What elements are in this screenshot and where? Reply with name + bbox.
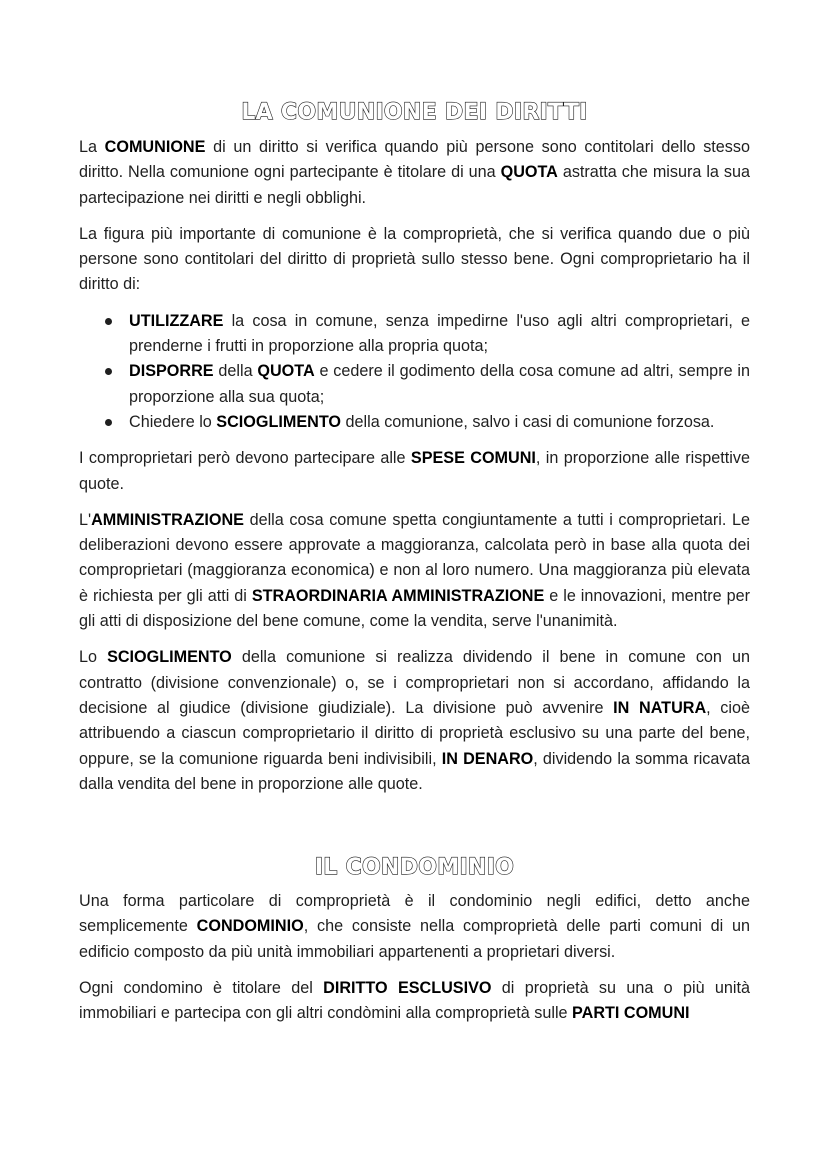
keyword-in-natura: IN NATURA [613,698,707,717]
text-run: I comproprietari però devono partecipare alle [79,449,411,468]
text-run: della comunione, salvo i casi di comunione forzosa. [341,412,715,431]
text-run: Chiedere lo [129,412,217,431]
keyword-utilizzare: UTILIZZARE [129,311,224,330]
bullet-icon [105,419,112,426]
keyword-comunione: COMUNIONE [104,138,206,156]
paragraph-scioglimento [79,645,750,797]
section-title-comunione: LA COMUNIONE DEI DIRITTI [241,100,588,125]
keyword-in-denaro: IN DENARO [441,749,534,768]
text-run: Ogni condomino è titolare del [79,979,324,998]
keyword-quota: QUOTA [500,163,558,182]
keyword-condominio: CONDOMINIO [196,917,304,936]
list-item [79,359,750,410]
text-run: , in proporzione alle rispettive quote. [79,449,750,493]
list-item [79,410,750,435]
text-run: Una forma particolare di comproprietà è il condominio negli edifici, detto anche semplicemente [79,892,750,936]
section-title-condominio: IL CONDOMINIO [314,855,515,881]
keyword-scioglimento: SCIOGLIMENTO [107,648,232,667]
text-run: L' [79,510,92,529]
bullet-icon [105,368,112,375]
keyword-amministrazione: AMMINISTRAZIONE [91,510,244,529]
keyword-spese-comuni: SPESE COMUNI [410,449,536,468]
paragraph-comproprieta: La figura più importante di comunione è la comproprietà, che si verifica quando due o più persone sono contitolari del diritto di proprietà sullo stesso bene. Ogni comproprietario ha il diritto di: [79,224,750,294]
keyword-parti-comuni: PARTI COMUNI [572,1004,690,1023]
rights-list [79,309,750,435]
text-run: di proprietà su una o più unità immobiliari e partecipa con gli altri condòmini alla comproprietà sulle [79,979,751,1023]
text-run: La [79,138,105,156]
text-run: Lo [79,648,108,667]
keyword-straordinaria-amministrazione: STRAORDINARIA AMMINISTRAZIONE [251,586,545,605]
keyword-quota: QUOTA [257,362,315,381]
text-run: della comunione si realizza dividendo il bene in comune con un contratto (divisione convenzionale) o, se i comproprietari non si accordano, affidando la decisione al giudice (divisione giudiziale). La divisione può avvenire [79,648,750,717]
keyword-scioglimento: SCIOGLIMENTO [216,412,342,431]
text-run: e cedere il godimento della cosa comune ad altri, sempre in proporzione alla sua quota; [129,362,750,406]
paragraph-condominio-definition [79,889,750,965]
paragraph-amministrazione [79,508,750,634]
text-run: , che consiste nella comproprietà delle parti comuni di un edificio composto da più unità immobiliari appartenenti a proprietari diversi. [79,917,750,961]
paragraph-condomino-diritti [79,976,750,1027]
paragraph-comunione-definition [79,135,750,211]
document-content [79,100,750,1038]
bullet-icon [105,318,112,325]
text-run: , dividendo la somma ricavata dalla vendita del bene in proporzione alle quote. [79,749,750,793]
list-item [79,309,750,360]
text-run: di un diritto si verifica quando più persone sono contitolari dello stesso diritto. Nella comunione ogni partecipante è titolare di una [79,138,750,182]
text-run: astratta che misura la sua partecipazione nei diritti e negli obblighi. [79,163,750,207]
text-run: e le innovazioni, mentre per gli atti di disposizione del bene comune, come la vendita, serve l'unanimità. [79,586,750,631]
text-run: , cioè attribuendo a ciascun comproprietario il diritto di proprietà esclusivo su una parte del bene, oppure, se la comunione riguarda beni indivisibili, [79,698,750,768]
keyword-disporre: DISPORRE [129,362,214,381]
text-run: della cosa comune spetta congiuntamente a tutti i comproprietari. Le deliberazioni devono essere approvate a maggioranza, calcolata però in base alla quota dei comproprietari (maggioranza economica) e non al loro numero. Una maggioranza più elevata è richiesta per gli atti di [79,510,750,605]
text-run: della [213,362,258,381]
text-run: la cosa in comune, senza impedirne l'uso agli altri comproprietari, e prenderne i frutti in proporzione alla propria quota; [129,311,750,356]
keyword-diritto-esclusivo: DIRITTO ESCLUSIVO [323,979,492,998]
paragraph-spese-comuni [79,446,750,497]
